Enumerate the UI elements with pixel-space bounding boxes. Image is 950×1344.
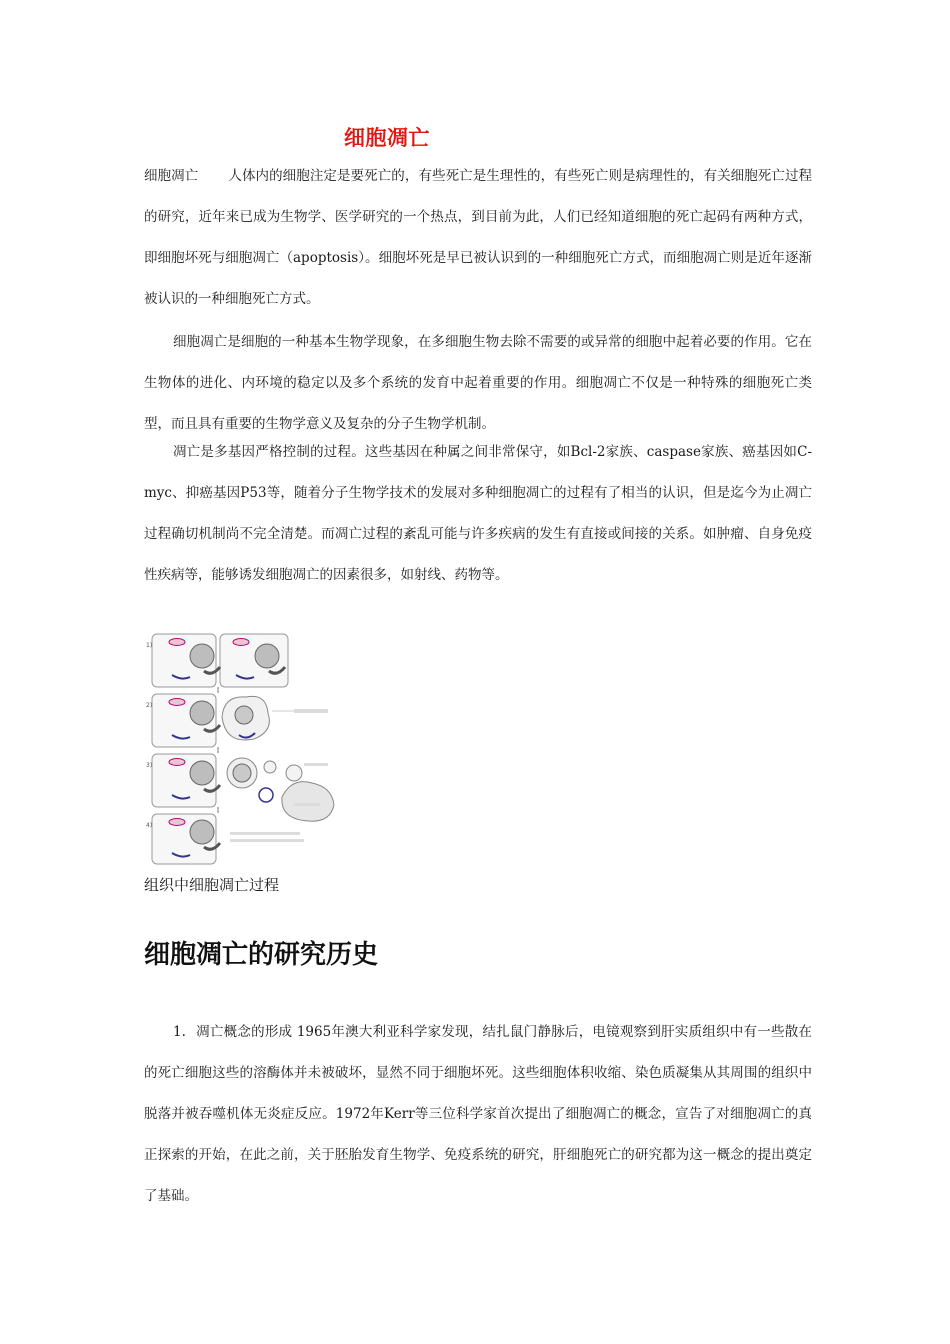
intro-text: 人体内的细胞注定是要死亡的，有些死亡是生理性的，有些死亡则是病理性的，有关细胞死亡过程的研究，近年来已成为生物学、医学研究的一个热点，到目前为此，人们已经知道细胞的死亡起码有两种方式，即细胞坏死与细胞凋亡（apoptosis）。细胞坏死是早已被认识到的一种细胞死亡方式，而细胞凋亡则是近年逐渐被认识的一种细胞死亡方式。 [144, 168, 813, 307]
paragraph-basic-phenomenon: 细胞凋亡是细胞的一种基本生物学现象，在多细胞生物去除不需要的或异常的细胞中起着必要的作用。它在生物体的进化、内环境的稳定以及多个系统的发育中起着重要的作用。细胞凋亡不仅是一种特殊的细胞死亡类型，而且具有重要的生物学意义及复杂的分子生物学机制。 [144, 334, 812, 432]
section-heading: 细胞凋亡的研究历史 [144, 940, 379, 970]
history-item-1 [144, 1012, 812, 1217]
figure-step-number: 4) [146, 822, 153, 829]
page-title: 细胞凋亡 [344, 126, 430, 150]
figure-step-number: 2) [146, 702, 153, 709]
figure-caption: 组织中细胞凋亡过程 [144, 876, 280, 894]
intro-label: 细胞凋亡 [144, 168, 199, 184]
paragraph-gene-control: 凋亡是多基因严格控制的过程。这些基因在种属之间非常保守，如Bcl-2家族、caspase家族、癌基因如C-myc、抑癌基因P53等，随着分子生物学技术的发展对多种细胞凋亡的过程有了相当的认识，但是迄今为止凋亡过程确切机制尚不完全清楚。而凋亡过程的紊乱可能与许多疾病的发生有直接或间接的关系。如肿瘤、自身免疫性疾病等，能够诱发细胞凋亡的因素很多，如射线、药物等。 [144, 444, 812, 583]
item-number: 1. [173, 1024, 186, 1040]
figure-step-number: 3) [146, 762, 153, 769]
apoptosis-process-figure [144, 627, 336, 867]
figure-step-number: 1) [146, 642, 153, 649]
intro-paragraph [144, 156, 812, 320]
item-text: 凋亡概念的形成 1965年澳大利亚科学家发现，结扎鼠门静脉后，电镜观察到肝实质组织中有一些散在的死亡细胞这些的溶酶体并未被破坏，显然不同于细胞坏死。这些细胞体积收缩、染色质凝集从其周围的组织中脱落并被吞噬机体无炎症反应。1972年Kerr等三位科学家首次提出了细胞凋亡的概念，宣告了对细胞凋亡的真正探索的开始，在此之前，关于胚胎发育生物学、免疫系统的研究，肝细胞死亡的研究都为这一概念的提出奠定了基础。 [144, 1024, 812, 1204]
